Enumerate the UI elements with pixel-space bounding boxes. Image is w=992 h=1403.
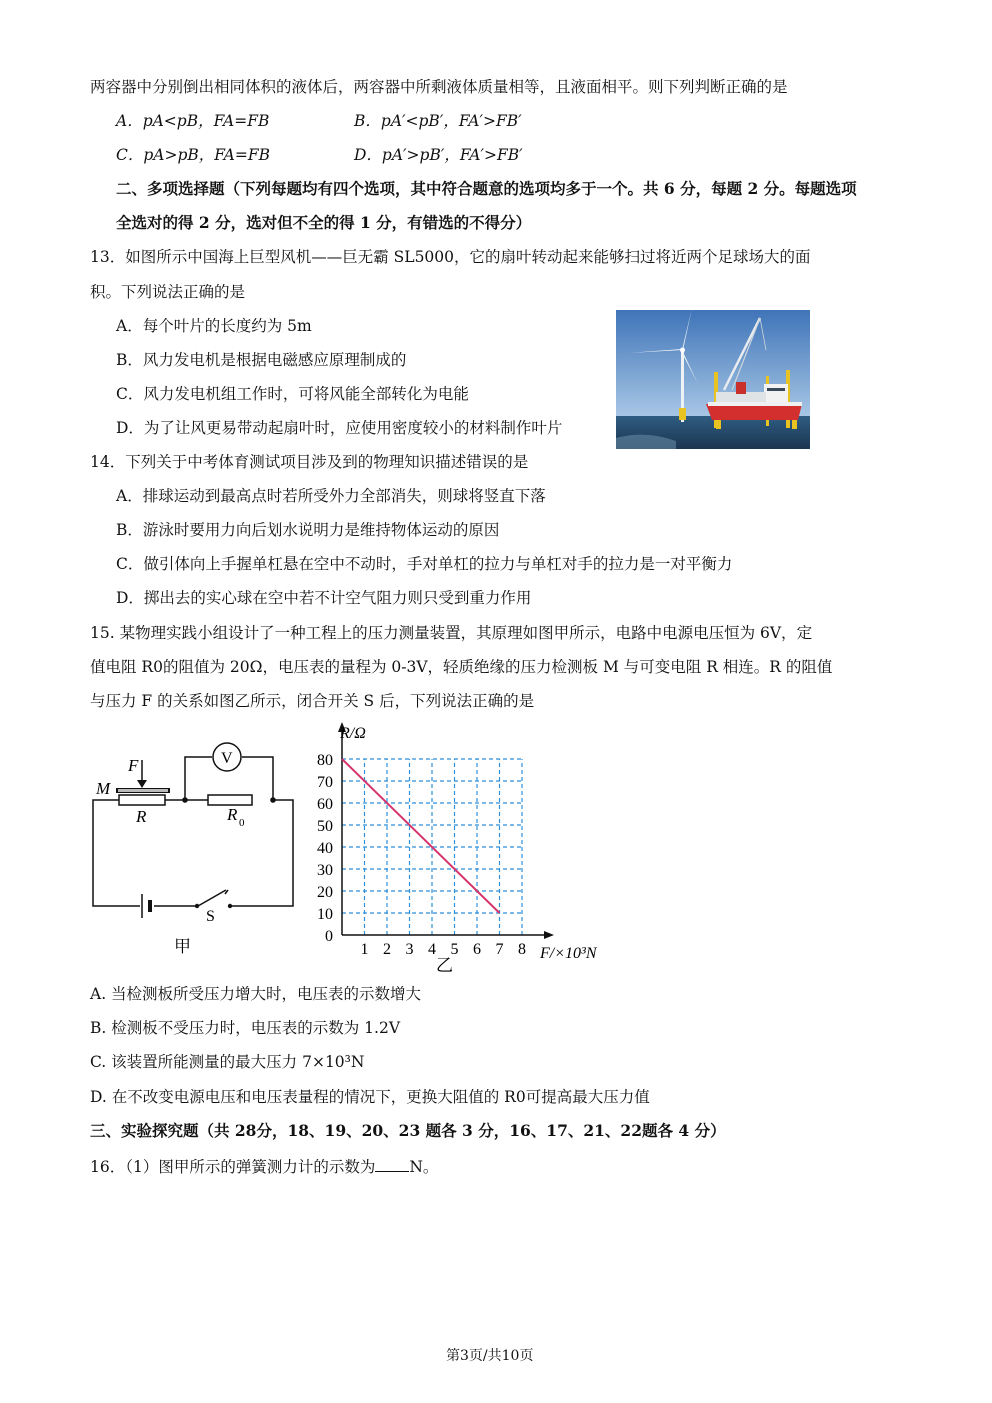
x-tick-label: 6: [473, 941, 481, 958]
plate-label: M: [96, 779, 111, 798]
option-14a: A．排球运动到最高点时若所受外力全部消失，则球将竖直下落: [116, 487, 546, 505]
section-heading: 二、多项选择题（下列每题均有四个选项，其中符合题意的选项均多于一个。共 6 分，每题 2 分。每题选项: [116, 179, 857, 198]
y-tick-label: 60: [317, 796, 333, 813]
resistor-r0-subscript: 0: [239, 817, 245, 829]
question-16-text: 16．（1）图甲所示的弹簧测力计的示数为: [90, 1158, 376, 1176]
option-14d: D．掷出去的实心球在空中若不计空气阻力则只受到重力作用: [116, 589, 532, 607]
answer-blank: [375, 1157, 409, 1172]
option-12d: D．pA′>pB′，FA′>FB′: [354, 146, 523, 164]
wind-turbine-ship-photo: [616, 310, 810, 449]
x-axis-label: F/×10³N: [540, 945, 597, 962]
series-line: [342, 759, 500, 913]
question-15: 15. 某物理实践小组设计了一种工程上的压力测量装置，其原理如图甲所示，电路中电源电压恒为 6V，定: [90, 624, 813, 642]
section-heading-3: 三、实验探究题（共 28分，18、19、20、23 题各 3 分，16、17、21、22题各 4 分）: [90, 1121, 726, 1140]
option-13a: A．每个叶片的长度约为 5m: [116, 317, 312, 335]
x-tick-label: 3: [405, 941, 414, 958]
y-tick-label: 10: [317, 906, 333, 923]
option-15d: D. 在不改变电源电压和电压表量程的情况下，更换大阻值的 R0可提高最大压力值: [90, 1088, 650, 1106]
question-15-cont: 值电阻 R0的阻值为 20Ω，电压表的量程为 0-3V，轻质绝缘的压力检测板 M 与可变电阻 R 相连。R 的阻值: [90, 658, 833, 676]
x-tick-label: 8: [518, 941, 526, 958]
y-tick-label: 40: [317, 840, 333, 857]
option-14c: C．做引体向上手握单杠悬在空中不动时，手对单杠的拉力与单杠对手的拉力是一对平衡力: [116, 555, 733, 573]
option-13b: B．风力发电机是根据电磁感应原理制成的: [116, 351, 407, 369]
option-12a: A．pA<pB，FA=FB: [116, 112, 270, 130]
question-13: 13．如图所示中国海上巨型风机——巨无霸 SL5000，它的扇叶转动起来能够扫过将近两个足球场大的面: [90, 248, 811, 266]
y-tick-label: 70: [317, 774, 333, 791]
force-label: F: [128, 756, 139, 775]
page-number: 第3页/共10页: [446, 1348, 534, 1364]
option-12b: B．pA′<pB′，FA′>FB′: [354, 112, 522, 130]
circuit-caption: 甲: [174, 937, 191, 956]
resistor-r-label: R: [136, 807, 147, 826]
resistance-force-chart: [310, 718, 630, 978]
y-tick-label: 80: [317, 752, 333, 769]
resistor-r0-label: R: [227, 805, 238, 824]
section-heading-cont: 全选对的得 2 分，选对但不全的得 1 分，有错选的不得分）: [116, 213, 532, 232]
chart-caption: 乙: [436, 956, 453, 975]
switch-label: S: [206, 908, 215, 925]
x-tick-label: 1: [360, 941, 369, 958]
option-13c: C．风力发电机组工作时，可将风能全部转化为电能: [116, 385, 469, 403]
question-16: [90, 1157, 438, 1177]
y-tick-label: 50: [317, 818, 333, 835]
question-16-unit: N。: [409, 1158, 439, 1176]
text-line: 两容器中分别倒出相同体积的液体后，两容器中所剩液体质量相等，且液面相平。则下列判断正确的是: [90, 78, 788, 96]
question-13-cont: 积。下列说法正确的是: [90, 283, 246, 301]
option-15c: C. 该装置所能测量的最大压力 7×10³N: [90, 1053, 365, 1071]
option-14b: B．游泳时要用力向后划水说明力是维持物体运动的原因: [116, 521, 500, 539]
y-tick-label: 30: [317, 862, 333, 879]
y-tick-label: 20: [317, 884, 333, 901]
question-15-cont2: 与压力 F 的关系如图乙所示，闭合开关 S 后，下列说法正确的是: [90, 692, 535, 710]
option-12c: C．pA>pB，FA=FB: [116, 146, 271, 164]
x-tick-label: 4: [428, 941, 436, 958]
question-14: 14．下列关于中考体育测试项目涉及到的物理知识描述错误的是: [90, 453, 529, 471]
x-tick-label: 5: [450, 941, 459, 958]
x-tick-label: 7: [495, 941, 504, 958]
voltmeter-label: V: [221, 750, 233, 767]
option-15a: A. 当检测板所受压力增大时，电压表的示数增大: [90, 985, 422, 1003]
circuit-diagram: [88, 738, 303, 960]
y-axis-label: R/Ω: [340, 725, 366, 742]
option-15b: B. 检测板不受压力时，电压表的示数为 1.2V: [90, 1019, 401, 1037]
y-tick-label: 0: [325, 928, 333, 945]
x-tick-label: 2: [383, 941, 391, 958]
option-13d: D．为了让风更易带动起扇叶时，应使用密度较小的材料制作叶片: [116, 419, 563, 437]
